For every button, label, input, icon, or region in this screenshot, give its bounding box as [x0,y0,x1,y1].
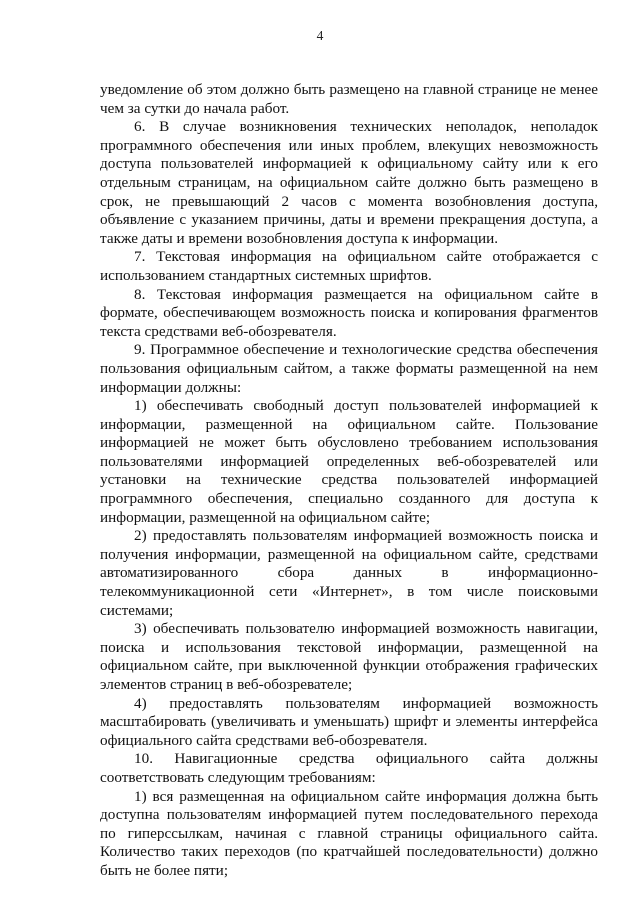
paragraph-item-9-2: 2) предоставлять пользователям информацией возможность поиска и получения информации, размещенной на официальном сайте, средствами автоматизированного сбора данных в информационно-телекоммуникационной сети «Интернет», в том числе поисковыми системами; [100,527,598,619]
paragraph-item-9-4: 4) предоставлять пользователям информацией возможность масштабировать (увеличивать и уменьшать) шрифт и элементы интерфейса официального сайта средствами веб-обозревателя. [100,694,598,749]
paragraph-item-7: 7. Текстовая информация на официальном сайте отображается с использованием стандартных системных шрифтов. [100,248,598,284]
paragraph-continuation: уведомление об этом должно быть размещено на главной странице не менее чем за сутки до начала работ. [100,81,598,117]
paragraph-item-10-1: 1) вся размещенная на официальном сайте информация должна быть доступна пользователям информацией путем последовательного перехода по гиперссылкам, начиная с главной страницы официального сайта. Количество таких переходов (по кратчайшей последовательности) должно быть не более пяти; [100,787,598,879]
paragraph-item-9-1: 1) обеспечивать свободный доступ пользователей информацией к информации, размещенной на официальном сайте. Пользование информацией не может быть обусловлено требованием использования пользователями информацией определенных веб-обозревателей или установки на технические средства пользователей информацией программного обеспечения, специально созданного для доступа к информации, размещенной на официальном сайте; [100,397,598,526]
paragraph-item-9-3: 3) обеспечивать пользователю информацией возможность навигации, поиска и использования текстовой информации, размещенной на официальном сайте, при выключенной функции отображения графических элементов страниц в веб-обозревателе; [100,620,598,693]
document-body [100,81,598,881]
paragraph-item-6: 6. В случае возникновения технических неполадок, неполадок программного обеспечения или иных проблем, влекущих невозможность доступа пользователей информацией к официальному сайту или к его отдельным страницам, на официальном сайте должно быть размещено в срок, не превышающий 2 часов с момента возобновления доступа, объявление с указанием причины, даты и времени прекращения доступа, а также даты и времени возобновления доступа к информации. [100,118,598,247]
paragraph-item-8: 8. Текстовая информация размещается на официальном сайте в формате, обеспечивающем возможность поиска и копирования фрагментов текста средствами веб-обозревателя. [100,285,598,340]
paragraph-item-9: 9. Программное обеспечение и технологические средства обеспечения пользования официальным сайтом, а также форматы размещенной на нем информации должны: [100,341,598,396]
page-number: 4 [316,28,324,43]
paragraph-item-10: 10. Навигационные средства официального сайта должны соответствовать следующим требованиям: [100,750,598,786]
